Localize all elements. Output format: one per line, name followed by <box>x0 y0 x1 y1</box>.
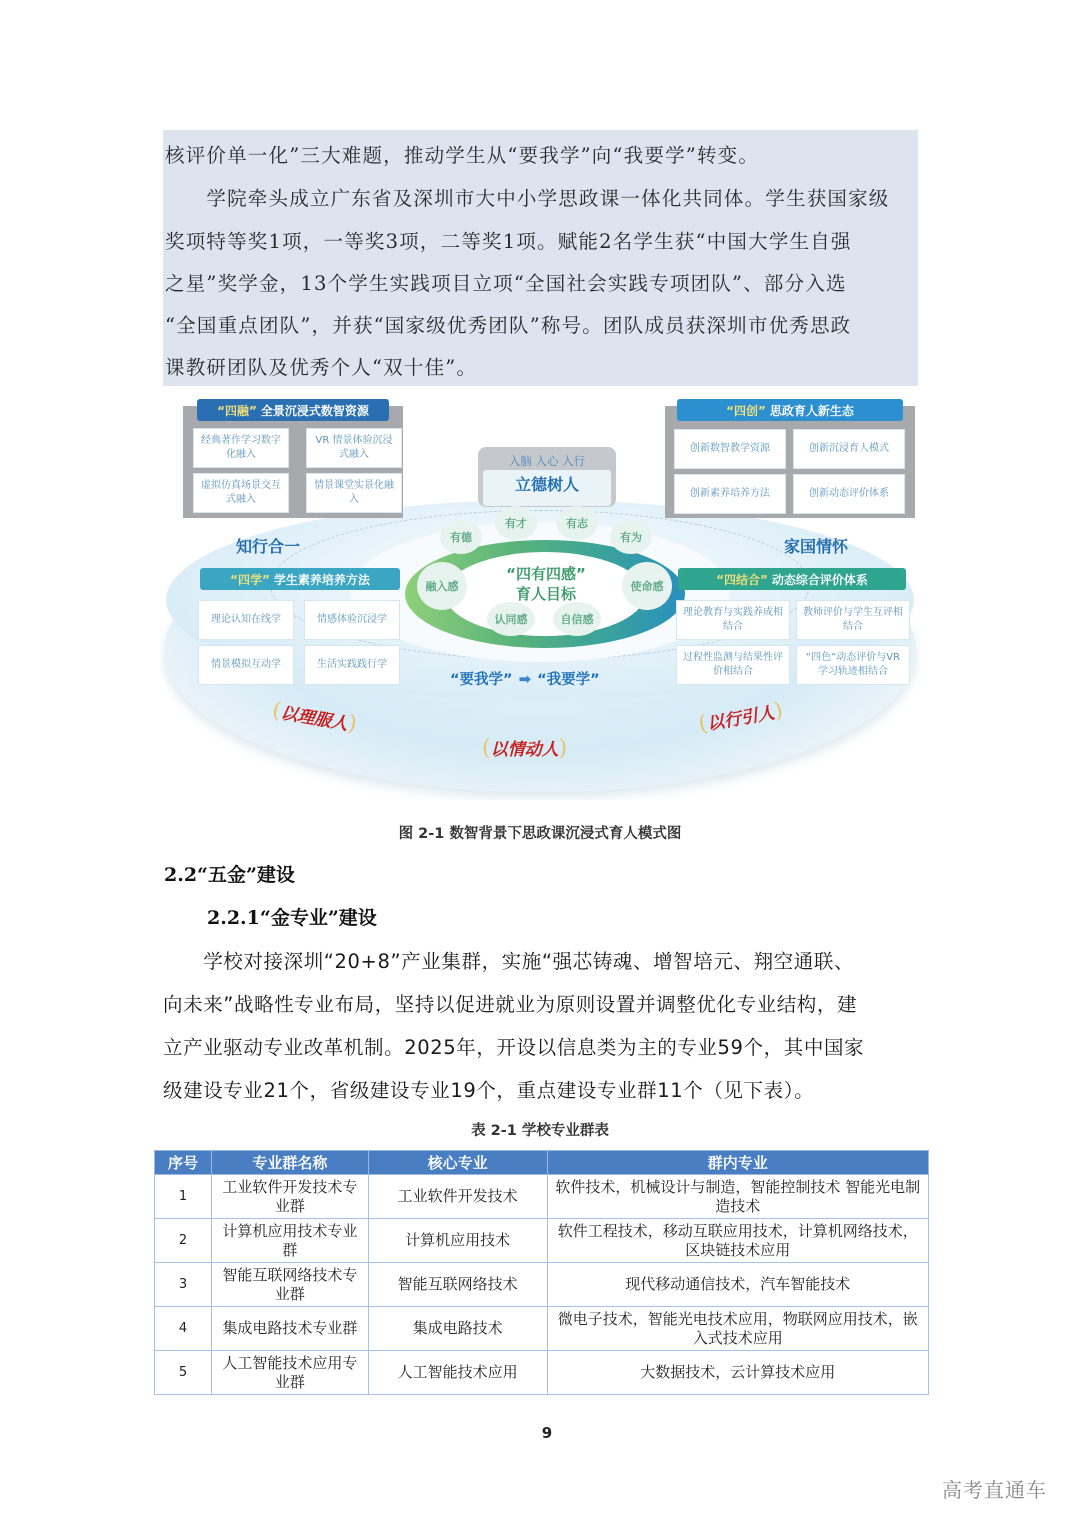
body-line: 立产业驱动专业改革机制。2025年，开设以信息类为主的专业59个，其中国家 <box>163 1036 865 1059</box>
body-line: 向未来”战略性专业布局，坚持以促进就业为原则设置并调整优化专业结构，建 <box>163 993 858 1016</box>
panel-cell: 过程性监测与结果性评价相结合 <box>676 645 790 685</box>
intro-line: 课教研团队及优秀个人“双十佳”。 <box>165 356 478 379</box>
member-majors: 现代移动通信技术，汽车智能技术 <box>547 1263 929 1307</box>
center-goal <box>490 564 602 604</box>
right-arrow-icon: ➡ <box>518 669 532 688</box>
panel-cell: 生活实践践行学 <box>304 645 400 685</box>
page-number: 9 <box>541 1424 553 1442</box>
body-line: 学校对接深圳“20+8”产业集群，实施“强芯铸魂、增智培元、翔空通联、 <box>163 950 855 973</box>
education-model-diagram <box>160 392 920 800</box>
panel-title: 全景沉浸式数智资源 <box>260 403 369 418</box>
core-major: 人工智能技术应用 <box>368 1351 547 1395</box>
panel-cell: “四色”动态评价与VR学习轨迹相结合 <box>796 645 910 685</box>
intro-line: 核评价单一化”三大难题，推动学生从“要我学”向“我要学”转变。 <box>165 144 760 167</box>
member-majors: 软件技术，机械设计与制造，智能控制技术 智能光电制造技术 <box>547 1175 929 1219</box>
panel-quote: “四学” <box>230 572 270 587</box>
motto-text: 以情动人 <box>490 740 559 760</box>
bubble-sense: 认同感 <box>487 602 535 636</box>
top-center-subtitle: 入脑 入心 入行 <box>508 454 586 468</box>
panel-title: 思政育人新生态 <box>769 403 854 418</box>
laurel-left-icon: ( <box>482 736 491 761</box>
member-majors: 软件工程技术，移动互联应用技术，计算机网络技术，区块链技术应用 <box>547 1219 929 1263</box>
row-index: 4 <box>155 1307 212 1351</box>
panel-cell: 创新沉浸育人模式 <box>793 429 905 469</box>
panel-title: 学生素养培养方法 <box>273 572 370 587</box>
group-name: 计算机应用技术专业群 <box>211 1219 368 1263</box>
bubble-have: 有志 <box>556 506 598 540</box>
bubble-have: 有德 <box>440 520 482 554</box>
top-center-title: 立德树人 <box>514 475 579 494</box>
table-caption: 表 2-1 学校专业群表 <box>471 1123 609 1139</box>
member-majors: 微电子技术，智能光电技术应用，物联网应用技术，嵌入式技术应用 <box>547 1307 929 1351</box>
center-goal-line2: 育人目标 <box>515 585 576 603</box>
panel-cell: 经典著作学习数字化融入 <box>193 428 289 468</box>
group-name: 工业软件开发技术专业群 <box>211 1175 368 1219</box>
figure-caption: 图 2-1 数智背景下思政课沉浸式育人模式图 <box>398 826 682 842</box>
group-name: 集成电路技术专业群 <box>211 1307 368 1351</box>
table-row <box>155 1175 929 1219</box>
panel-cell: 教师评价与学生互评相结合 <box>796 600 910 640</box>
panel-title: 动态综合评价体系 <box>771 572 868 587</box>
panel-cell: 情感体验沉浸学 <box>304 600 400 640</box>
panel-header-four-integrations <box>197 399 389 421</box>
bubble-sense: 使命感 <box>622 562 672 610</box>
core-major: 工业软件开发技术 <box>368 1175 547 1219</box>
column-header: 专业群名称 <box>211 1151 368 1175</box>
panel-cell: 理论认知在线学 <box>198 600 294 640</box>
row-index: 1 <box>155 1175 212 1219</box>
panel-quote: “四创” <box>726 403 766 418</box>
table-row <box>155 1263 929 1307</box>
intro-line: “全国重点团队”，并获“国家级优秀团队”称号。团队成员获深圳市优秀思政 <box>165 314 852 337</box>
group-name: 人工智能技术应用专业群 <box>211 1351 368 1395</box>
table-row <box>155 1351 929 1395</box>
left-side-label: 知行合一 <box>236 537 301 556</box>
motto-text: 以行引人 <box>705 703 777 735</box>
core-major: 计算机应用技术 <box>368 1219 547 1263</box>
motto-text: 以理服人 <box>279 703 350 735</box>
column-header: 序号 <box>155 1151 212 1175</box>
column-header: 群内专业 <box>547 1151 929 1175</box>
section-heading: 2.2“五金”建设 <box>164 864 295 886</box>
panel-cell: 情景模拟互动学 <box>198 645 294 685</box>
bubble-have: 有才 <box>495 506 537 540</box>
panel-cell: 情景课堂实景化融入 <box>306 473 402 513</box>
member-majors: 大数据技术，云计算技术应用 <box>547 1351 929 1395</box>
panel-cell: 理论教育与实践养成相结合 <box>676 600 790 640</box>
laurel-right-icon: ) <box>345 711 359 738</box>
group-name: 智能互联网络技术专业群 <box>211 1263 368 1307</box>
panel-quote: “四融” <box>217 403 257 418</box>
panel-cell: 创新素养培养方法 <box>674 474 786 514</box>
right-side-label: 家国情怀 <box>784 537 849 556</box>
shift-from: “要我学” <box>450 672 513 688</box>
row-index: 3 <box>155 1263 212 1307</box>
motto <box>482 735 567 761</box>
subsection-heading: 2.2.1“金专业”建设 <box>207 907 377 929</box>
shift-to: “我要学” <box>537 672 600 688</box>
panel-cell: VR 情景体验沉浸式融入 <box>306 428 402 468</box>
laurel-right-icon: ) <box>558 736 568 761</box>
bubble-have: 有为 <box>610 520 652 554</box>
core-major: 集成电路技术 <box>368 1307 547 1351</box>
learning-shift <box>450 668 600 689</box>
panel-header-four-learnings <box>200 568 400 590</box>
panel-cell: 创新动态评价体系 <box>793 474 905 514</box>
highlighted-paragraph-background <box>163 130 918 386</box>
intro-line: 奖项特等奖1项，一等奖3项，二等奖1项。赋能2名学生获“中国大学生自强 <box>165 230 852 253</box>
laurel-left-icon: ( <box>270 697 284 724</box>
laurel-left-icon: ( <box>696 711 710 738</box>
body-line: 级建设专业21个，省级建设专业19个，重点建设专业群11个（见下表）。 <box>163 1079 815 1102</box>
watermark: 高考直通车 <box>942 1478 1047 1502</box>
panel-quote: “四结合” <box>716 572 768 587</box>
core-major: 智能互联网络技术 <box>368 1263 547 1307</box>
intro-line: 学院牵头成立广东省及深圳市大中小学思政课一体化共同体。学生获国家级 <box>165 187 890 210</box>
intro-line: 之星”奖学金，13个学生实践项目立项“全国社会实践专项团队”、部分入选 <box>165 272 847 295</box>
bubble-sense: 融入感 <box>417 562 467 610</box>
panel-header-four-combinations <box>678 568 906 590</box>
panel-header-four-innovations <box>677 399 903 421</box>
specialty-groups-table <box>154 1150 929 1395</box>
table-row <box>155 1219 929 1263</box>
row-index: 2 <box>155 1219 212 1263</box>
bubble-sense: 自信感 <box>553 602 601 636</box>
panel-cell: 创新数智教学资源 <box>674 429 786 469</box>
table-row <box>155 1307 929 1351</box>
row-index: 5 <box>155 1351 212 1395</box>
table-header-row <box>155 1151 929 1175</box>
center-goal-line1: “四有四感” <box>506 565 586 583</box>
column-header: 核心专业 <box>368 1151 547 1175</box>
laurel-right-icon: ) <box>771 697 785 724</box>
panel-cell: 虚拟仿真场景交互式融入 <box>193 473 289 513</box>
